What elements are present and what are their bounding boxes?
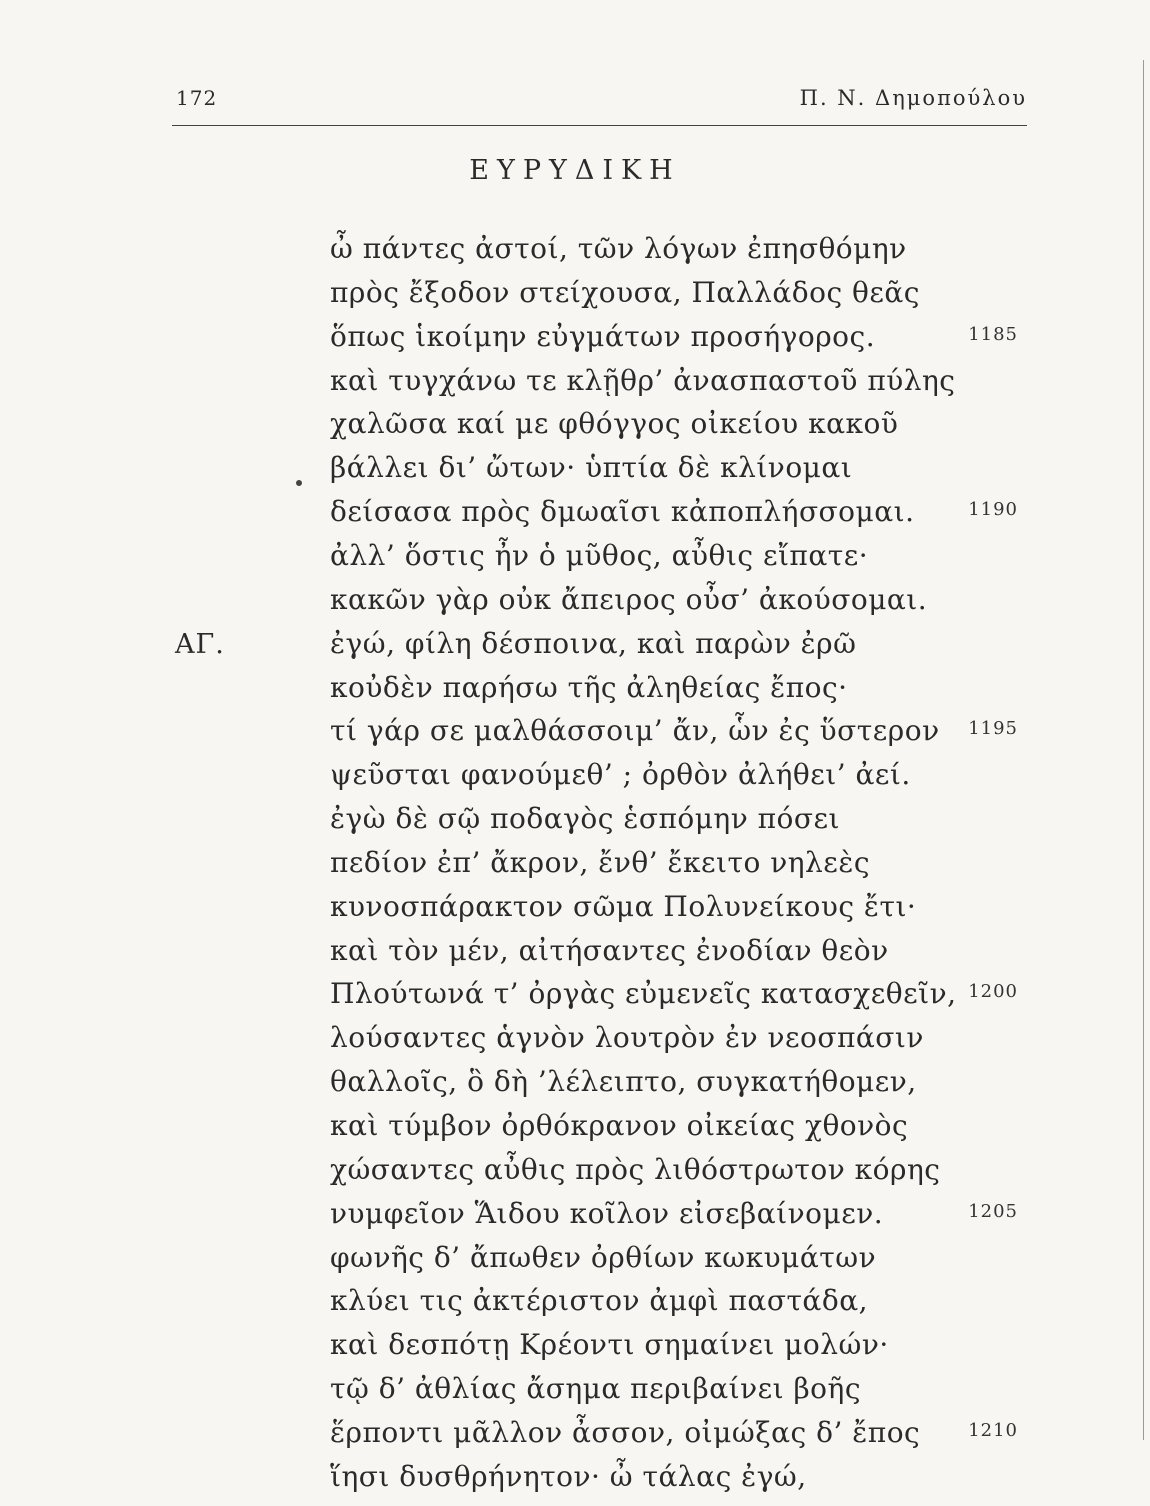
verse-text: καὶ τύμβον ὀρθόκρανον οἰκείας χθονὸς <box>330 1109 909 1142</box>
verse-line <box>0 1460 1150 1506</box>
verse-text: κοὐδὲν παρήσω τῆς ἀληθείας ἔπος· <box>330 670 848 704</box>
verse-text: ἐγὼ δὲ σῷ ποδαγὸς ἑσπόμην πόσει <box>330 802 840 836</box>
verse-line <box>0 583 1150 629</box>
verse-line <box>0 495 1150 541</box>
verse-text: νυμφεῖον Ἅιδου κοῖλον εἰσεβαίνομεν. <box>330 1196 884 1230</box>
verse-line <box>0 714 1150 760</box>
verse-line <box>0 539 1150 585</box>
verse-text: πρὸς ἔξοδον στείχουσα, Παλλάδος θεᾶς <box>330 275 920 309</box>
line-number: 1195 <box>968 718 1018 740</box>
verse-line <box>0 977 1150 1023</box>
verse-line <box>0 232 1150 278</box>
verse-text: τῷ δ’ ἀθλίας ἄσημα περιβαίνει βοῆς <box>330 1372 861 1406</box>
verse-text: λούσαντες ἁγνὸν λουτρὸν ἐν νεοσπάσιν <box>330 1021 924 1055</box>
verse-line <box>0 407 1150 453</box>
verse-text: κλύει τις ἀκτέριστον ἀμφὶ παστάδα, <box>330 1284 869 1318</box>
verse-line <box>0 1109 1150 1155</box>
verse-line <box>0 627 1150 673</box>
verse-text: ὦ πάντες ἀστοί, τῶν λόγων ἐπησθόμην <box>330 232 907 265</box>
verse-text: ἕρποντι μᾶλλον ἆσσον, οἰμώξας δ’ ἔπος <box>330 1415 921 1449</box>
verse-line <box>0 671 1150 717</box>
line-number: 1190 <box>968 499 1018 521</box>
verse-text: ἵησι δυσθρήνητον· ὦ τάλας ἐγώ, <box>330 1459 807 1493</box>
verse-text: Πλούτωνά τ’ ὀργὰς εὐμενεῖς κατασχεθεῖν, <box>330 977 957 1011</box>
verse-line <box>0 1416 1150 1462</box>
header-rule <box>172 125 1027 126</box>
verse-text: θαλλοῖς, ὃ δὴ ’λέλειπτο, συγκατήθομεν, <box>330 1065 917 1099</box>
verse-line <box>0 890 1150 936</box>
verse-text: κυνοσπάρακτον σῶμα Πολυνείκους ἔτι· <box>330 889 917 923</box>
verse-line <box>0 1021 1150 1067</box>
verse-text: κακῶν γὰρ οὐκ ἄπειρος οὖσ’ ἀκούσομαι. <box>330 582 928 616</box>
verse-line <box>0 364 1150 410</box>
verse-line <box>0 1372 1150 1418</box>
verse-line <box>0 758 1150 804</box>
verse-line <box>0 1241 1150 1287</box>
verse-line <box>0 276 1150 322</box>
running-head: Π. Ν. Δημοπούλου <box>799 86 1027 110</box>
verse-text: βάλλει δι’ ὤτων· ὑπτία δὲ κλίνομαι <box>330 451 853 485</box>
verse-text: ὅπως ἱκοίμην εὐγμάτων προσήγορος. <box>330 319 876 353</box>
line-number: 1200 <box>968 981 1018 1003</box>
verse-line <box>0 320 1150 366</box>
verse-line <box>0 1328 1150 1374</box>
verse-line <box>0 846 1150 892</box>
verse-text: χώσαντες αὖθις πρὸς λιθόστρωτον κόρης <box>330 1152 941 1186</box>
line-number: 1210 <box>968 1419 1018 1441</box>
verse-line <box>0 1284 1150 1330</box>
verse-text: καὶ τὸν μέν, αἰτήσαντες ἐνοδίαν θεὸν <box>330 933 889 967</box>
verse-text: χαλῶσα καί με φθόγγος οἰκείου κακοῦ <box>330 407 899 441</box>
verse-text: τί γάρ σε μαλθάσσοιμ’ ἄν, ὧν ἐς ὕστερον <box>330 714 940 748</box>
verse-line <box>0 1065 1150 1111</box>
verse-text: καὶ τυγχάνω τε κλῇθρ’ ἀνασπαστοῦ πύλης <box>330 363 956 397</box>
page-header <box>172 86 1027 122</box>
verse-line <box>0 934 1150 980</box>
verse-line <box>0 1153 1150 1199</box>
verse-line <box>0 451 1150 497</box>
verse-line <box>0 802 1150 848</box>
verse-text: ἐγώ, φίλη δέσποινα, καὶ παρὼν ἐρῶ <box>330 626 857 660</box>
speaker-label: ΑΓ. <box>175 628 225 660</box>
line-number: 1205 <box>968 1200 1018 1222</box>
page-edge-line <box>1143 60 1144 1440</box>
play-title: ΕΥΡΥΔΙΚΗ <box>469 155 681 186</box>
verse-text: πεδίον ἐπ’ ἄκρον, ἔνθ’ ἔκειτο νηλεὲς <box>330 845 871 879</box>
verse-text: καὶ δεσπότῃ Κρέοντι σημαίνει μολών· <box>330 1328 889 1362</box>
verse-text: φωνῆς δ’ ἄπωθεν ὀρθίων κωκυμάτων <box>330 1240 877 1274</box>
verse-text: δείσασα πρὸς δμωαῖσι κἀποπλήσσομαι. <box>330 495 915 529</box>
verse-line <box>0 1197 1150 1243</box>
verse-text: ψεῦσται φανούμεθ’ ; ὀρθὸν ἀλήθει’ ἀεί. <box>330 758 911 792</box>
margin-dot <box>296 480 302 486</box>
verse-text: ἀλλ’ ὅστις ἦν ὁ μῦθος, αὖθις εἴπατε· <box>330 538 869 572</box>
page-number: 172 <box>176 86 218 110</box>
line-number: 1185 <box>968 323 1018 345</box>
